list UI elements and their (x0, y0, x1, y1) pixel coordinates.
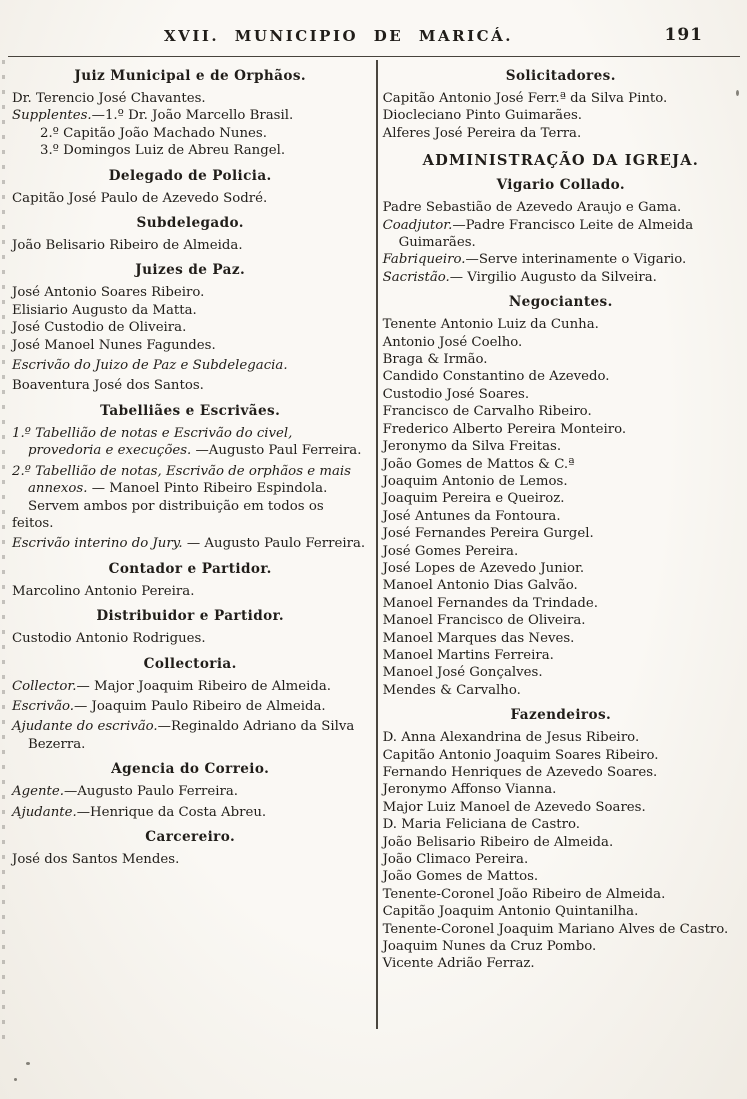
entry-line: Fabriqueiro.—Serve interinamente o Vigario. (382, 252, 687, 268)
directory-section (12, 656, 368, 754)
entry-role-label: Escrivão interino do Jury. — (12, 536, 205, 552)
left-column (10, 60, 376, 1059)
entry-line: Diocleciano Pinto Guimarães. (382, 108, 583, 124)
directory-section (12, 215, 368, 254)
entry-role-label: Supplentes. (12, 108, 92, 124)
entry-line: Manoel Antonio Dias Galvão. (382, 578, 578, 594)
section-heading: Fazendeiros. (510, 707, 612, 724)
section-heading: Juiz Municipal e de Orphãos. (74, 68, 307, 84)
entry-role-label: Agente.— (12, 784, 78, 800)
entry-line: D. Anna Alexandrina de Jesus Ribeiro. (382, 730, 640, 746)
scan-speck (14, 1078, 17, 1081)
entry-line: Custodio Antonio Rodrigues. (12, 631, 206, 647)
directory-section (12, 608, 368, 647)
scan-artifact (2, 60, 5, 1039)
section-heading: Carcereiro. (145, 828, 236, 845)
page-title: XVII. MUNICIPIO DE MARICÁ. (164, 27, 513, 45)
section-heading: Contador e Partidor. (108, 560, 272, 577)
section-heading: Collectoria. (143, 655, 237, 672)
directory-section (383, 294, 739, 699)
entry-line: Custodio José Soares. (382, 386, 530, 402)
entry-line: José Manoel Nunes Fagundes. (12, 337, 216, 353)
section-heading: Agencia do Correio. (111, 761, 270, 778)
page-number: 191 (664, 25, 703, 45)
entry-line (12, 357, 368, 374)
entry-role-label: Ajudante.— (12, 804, 91, 820)
page-header (0, 0, 747, 58)
entry-line: Major Luiz Manoel de Azevedo Soares. (382, 799, 646, 815)
entry-line: Fernando Henriques de Azevedo Soares. (382, 765, 658, 780)
section-heading: Vigario Collado. (496, 177, 625, 194)
entry-line: 2.º Capitão João Machado Nunes. (40, 125, 267, 141)
header-rule (8, 56, 740, 57)
entry-line: Manoel Martins Ferreira. (382, 647, 554, 663)
entry-line: Sacristão.— Virgilio Augusto da Silveira. (382, 269, 657, 285)
entry-line: Ajudante.—Henrique da Costa Abreu. (12, 804, 267, 820)
entry-line: João Gomes de Mattos & C.ª (382, 456, 575, 472)
entry-line: Tenente-Coronel João Ribeiro de Almeida. (382, 886, 666, 902)
directory-section (383, 707, 739, 973)
entry-line: Supplentes.—1.º Dr. João Marcello Brasil. (12, 108, 294, 124)
entry-line: Agente.—Augusto Paulo Ferreira. (12, 784, 238, 800)
entry-line: Jeronymo Affonso Vianna. (382, 782, 557, 798)
entry-role-label: Ajudante do escrivão.— (12, 719, 171, 735)
section-heading: Delegado de Policia. (108, 167, 272, 184)
section-heading: Distribuidor e Partidor. (96, 608, 285, 625)
entry-line: Antonio José Coelho. (382, 334, 523, 350)
entry-line: Mendes & Carvalho. (382, 682, 521, 698)
entry-line: Joaquim Nunes da Cruz Pombo. (382, 939, 597, 955)
entry-line: José Antunes da Fontoura. (382, 508, 561, 524)
section-heading: ADMINISTRAÇÃO DA IGREJA. (422, 152, 699, 170)
entry-line: Joaquim Pereira e Queiroz. (382, 491, 565, 507)
section-heading: Tabelliães e Escrivães. (100, 402, 281, 419)
entry-line: 3.º Domingos Luiz de Abreu Rangel. (40, 143, 286, 159)
entry-line: José Fernandes Pereira Gurgel. (382, 526, 594, 542)
directory-section (12, 68, 368, 160)
entry-line: Francisco de Carvalho Ribeiro. (382, 404, 592, 420)
entry-role-label: Collector.— (12, 678, 90, 694)
entry-line: João Climaco Pereira. (382, 852, 529, 868)
entry-role-label: 2.º Tabellião de notas, Escrivão de orphãos e mais annexos. — (12, 463, 351, 497)
entry-line: João Belisario Ribeiro de Almeida. (382, 834, 614, 850)
entry-line: Capitão Antonio José Ferr.ª da Silva Pinto. (382, 91, 668, 106)
entry-line: Manoel Francisco de Oliveira. (382, 613, 586, 629)
section-heading: Negociantes. (508, 294, 613, 311)
directory-section (12, 829, 368, 868)
section-heading: Juizes de Paz. (135, 262, 246, 279)
entry-line: Servem ambos por distribuição em todos os feitos. (12, 498, 324, 531)
entry-line: Ajudante do escrivão.—Reginaldo Adriano da Silva Bezerra. (12, 719, 355, 752)
entry-line: D. Maria Feliciana de Castro. (382, 817, 580, 833)
entry-line: José Lopes de Azevedo Junior. (382, 560, 585, 576)
entry-line: Manoel Fernandes da Trindade. (382, 595, 599, 611)
entry-role-label: 1.º Tabellião de notas e Escrivão do civel, provedoria e execuções. — (12, 425, 293, 459)
entry-role-label: Coadjutor. (382, 217, 453, 233)
entry-line: Escrivão.— Joaquim Paulo Ribeiro de Almeida. (12, 698, 326, 714)
directory-section (383, 152, 739, 169)
entry-line: 2.º Tabellião de notas, Escrivão de orphãos e mais annexos. — Manoel Pinto Ribeiro Espindola. (12, 463, 351, 497)
entry-line: José dos Santos Mendes. (12, 851, 180, 867)
entry-line: Dr. Terencio José Chavantes. (12, 91, 206, 106)
entry-line: Joaquim Antonio de Lemos. (382, 473, 568, 489)
entry-line: Padre Sebastião de Azevedo Araujo e Gama. (382, 200, 682, 216)
entry-role-label: Sacristão. (382, 269, 450, 285)
entry-line: Braga & Irmão. (382, 352, 488, 368)
entry-line: João Gomes de Mattos. (382, 869, 539, 885)
right-column (378, 60, 739, 1059)
entry-role-label: Fabriqueiro. (382, 252, 466, 268)
entry-line: Capitão José Paulo de Azevedo Sodré. (12, 190, 268, 206)
entry-line: Frederico Alberto Pereira Monteiro. (382, 421, 627, 437)
entry-line: Elisiario Augusto da Matta. (12, 302, 197, 318)
directory-section (12, 403, 368, 553)
directory-section (12, 761, 368, 821)
entry-line: Collector.— Major Joaquim Ribeiro de Almeida. (12, 678, 332, 694)
entry-line: Escrivão interino do Jury. — Augusto Paulo Ferreira. (12, 536, 366, 552)
entry-line: Jeronymo da Silva Freitas. (382, 439, 562, 455)
entry-line: Capitão Joaquim Antonio Quintanilha. (382, 904, 639, 920)
entry-line: Manoel José Gonçalves. (382, 665, 543, 681)
directory-section (383, 68, 739, 142)
entry-line: Tenente Antonio Luiz da Cunha. (382, 317, 599, 333)
entry-line: Capitão Antonio Joaquim Soares Ribeiro. (382, 747, 659, 763)
directory-section (12, 561, 368, 600)
entry-line: Boaventura José dos Santos. (12, 378, 204, 394)
scan-speck (26, 1062, 30, 1065)
entry-line: José Antonio Soares Ribeiro. (12, 285, 205, 301)
entry-line: Tenente-Coronel Joaquim Mariano Alves de Castro. (382, 921, 729, 937)
entry-line: José Custodio de Oliveira. (12, 320, 187, 336)
entry-line: Manoel Marques das Neves. (382, 630, 575, 646)
section-heading: Solicitadores. (505, 68, 616, 84)
entry-line: João Belisario Ribeiro de Almeida. (12, 238, 243, 254)
section-heading: Subdelegado. (136, 215, 244, 232)
directory-section (383, 177, 739, 286)
entry-line: Coadjutor.—Padre Francisco Leite de Almeida Guimarães. (382, 217, 694, 251)
entry-role-label: Escrivão.— (12, 698, 88, 714)
directory-section (12, 262, 368, 394)
directory-section (12, 168, 368, 207)
entry-line: Candido Constantino de Azevedo. (382, 369, 610, 385)
entry-line: 1.º Tabellião de notas e Escrivão do civel, provedoria e execuções. —Augusto Paul Ferreira. (12, 425, 362, 459)
entry-line: Alferes José Pereira da Terra. (382, 125, 582, 141)
two-column-layout (10, 60, 739, 1059)
entry-line: José Gomes Pereira. (382, 543, 519, 559)
entry-line: Vicente Adrião Ferraz. (382, 956, 535, 972)
entry-line: Marcolino Antonio Pereira. (12, 583, 195, 599)
entry-role-label: Escrivão do Juizo de Paz e Subdelegacia. (12, 358, 288, 374)
